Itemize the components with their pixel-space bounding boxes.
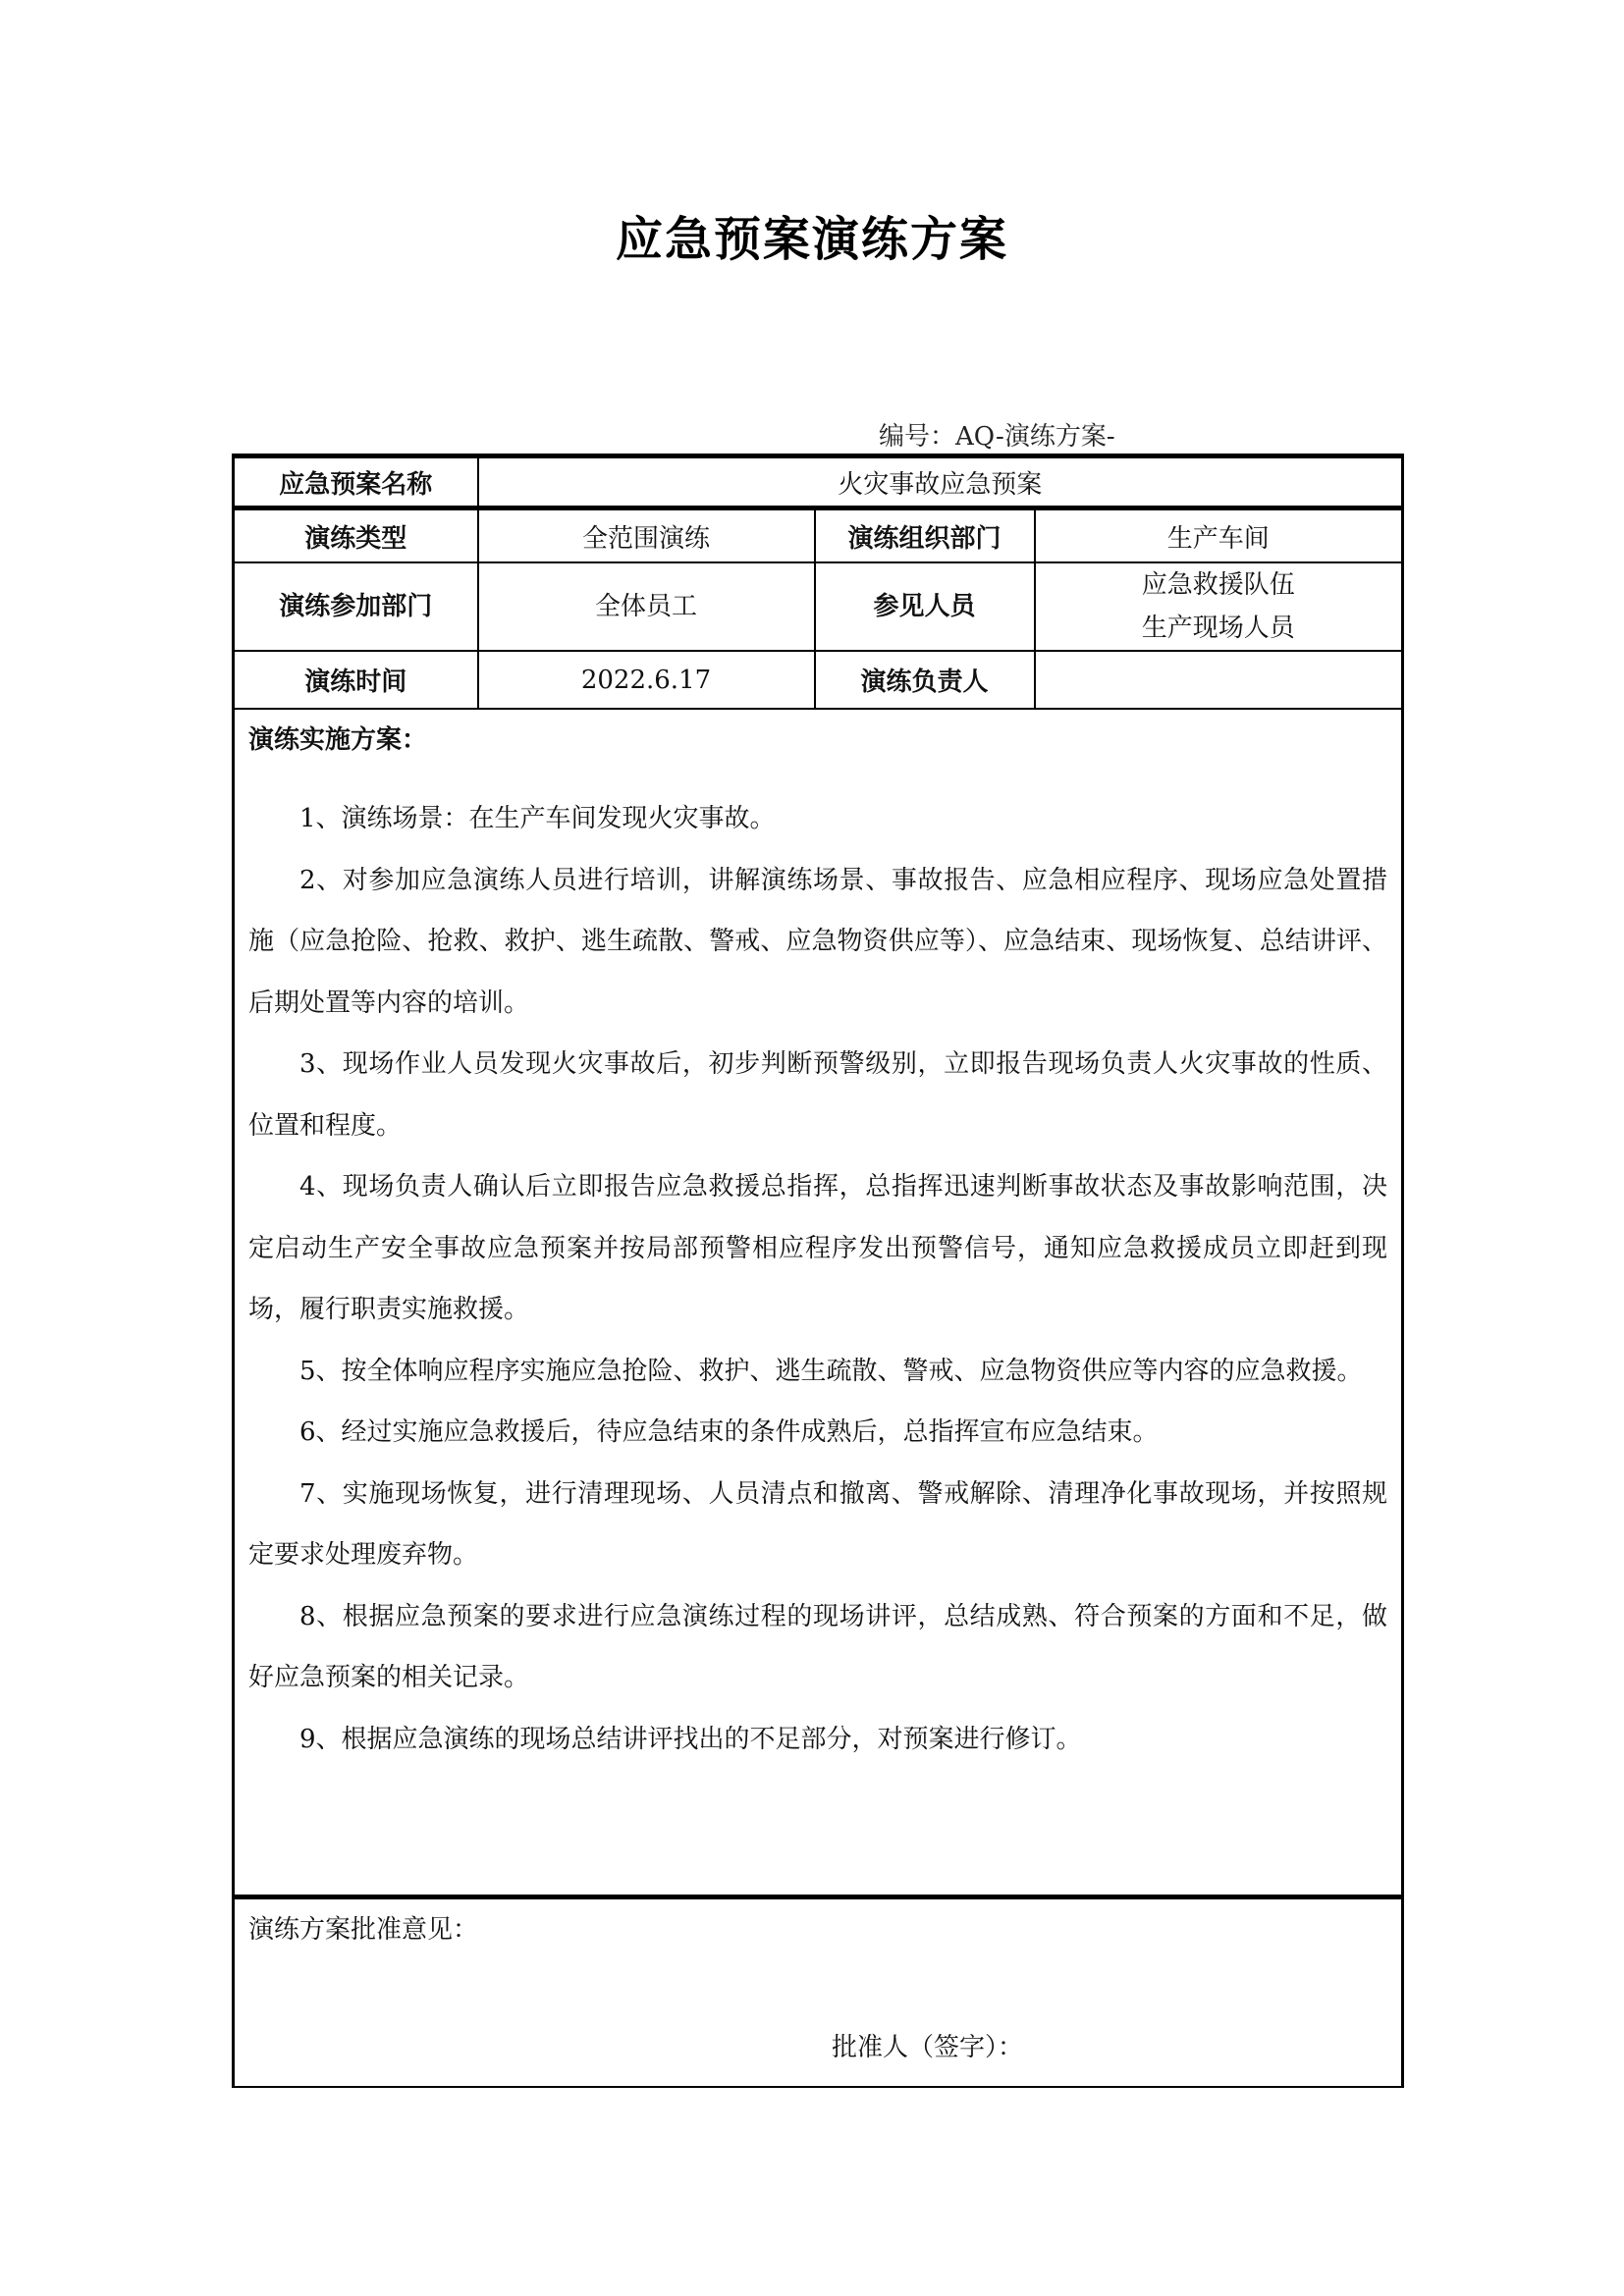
participants-value [1035, 562, 1403, 651]
organizing-dept-label: 演练组织部门 [815, 508, 1035, 563]
drill-time-value: 2022.6.17 [478, 651, 815, 709]
plan-item-7: 7、实施现场恢复，进行清理现场、人员清点和撤离、警戒解除、清理净化事故现场，并按照规定要求处理废弃物。 [248, 1478, 1387, 1570]
plan-item-5: 5、按全体响应程序实施应急抢险、救护、逃生疏散、警戒、应急物资供应等内容的应急救援。 [299, 1356, 1363, 1386]
row-drill-type [234, 508, 1403, 563]
implementation-plan-items [248, 788, 1387, 1770]
plan-item-1: 1、演练场景：在生产车间发现火灾事故。 [299, 804, 776, 833]
document-title: 应急预案演练方案 [615, 212, 1008, 267]
plan-item-6: 6、经过实施应急救援后，待应急结束的条件成熟后，总指挥宣布应急结束。 [299, 1417, 1159, 1447]
drill-type-label: 演练类型 [234, 508, 478, 563]
approver-signature-label[interactable]: 批准人（签字）： [832, 2033, 1024, 2062]
plan-item-2: 2、对参加应急演练人员进行培训，讲解演练场景、事故报告、应急相应程序、现场应急处置措施（应急抢险、抢救、救护、逃生疏散、警戒、应急物资供应等）、应急结束、现场恢复、总结讲评、后期处置等内容的培训。 [248, 865, 1387, 1018]
implementation-plan-section [235, 710, 1401, 1895]
participating-dept-label: 演练参加部门 [234, 562, 478, 651]
drill-type-value: 全范围演练 [478, 508, 815, 563]
approval-section [235, 1899, 1401, 2086]
drill-time-label: 演练时间 [234, 651, 478, 709]
organizing-dept-value: 生产车间 [1035, 508, 1403, 563]
row-plan-name [234, 456, 1403, 508]
row-implementation-plan [234, 709, 1403, 1897]
participating-dept-value: 全体员工 [478, 562, 815, 651]
drill-plan-table [232, 454, 1404, 2088]
drill-lead-label: 演练负责人 [815, 651, 1035, 709]
implementation-plan-heading: 演练实施方案： [248, 725, 428, 755]
row-approval [234, 1897, 1403, 2088]
plan-name-value: 火灾事故应急预案 [478, 456, 1403, 508]
plan-name-label: 应急预案名称 [234, 456, 478, 508]
row-drill-time [234, 651, 1403, 709]
plan-item-3: 3、现场作业人员发现火灾事故后，初步判断预警级别，立即报告现场负责人火灾事故的性质、位置和程度。 [248, 1049, 1387, 1141]
row-participants [234, 562, 1403, 651]
participants-label: 参见人员 [815, 562, 1035, 651]
participants-value-line-1: 应急救援队伍 [1141, 570, 1295, 600]
approval-heading: 演练方案批准意见： [248, 1915, 479, 1945]
participants-value-line-2: 生产现场人员 [1141, 614, 1295, 643]
plan-item-4: 4、现场负责人确认后立即报告应急救援总指挥，总指挥迅速判断事故状态及事故影响范围，决定启动生产安全事故应急预案并按局部预警相应程序发出预警信号，通知应急救援成员立即赶到现场，履行职责实施救援。 [248, 1172, 1387, 1324]
plan-item-8: 8、根据应急预案的要求进行应急演练过程的现场讲评，总结成熟、符合预案的方面和不足，做好应急预案的相关记录。 [248, 1601, 1387, 1692]
plan-item-9: 9、根据应急演练的现场总结讲评找出的不足部分，对预案进行修订。 [299, 1724, 1082, 1754]
document-number: 编号：AQ-演练方案- [879, 422, 1115, 452]
drill-lead-value[interactable] [1035, 651, 1403, 709]
